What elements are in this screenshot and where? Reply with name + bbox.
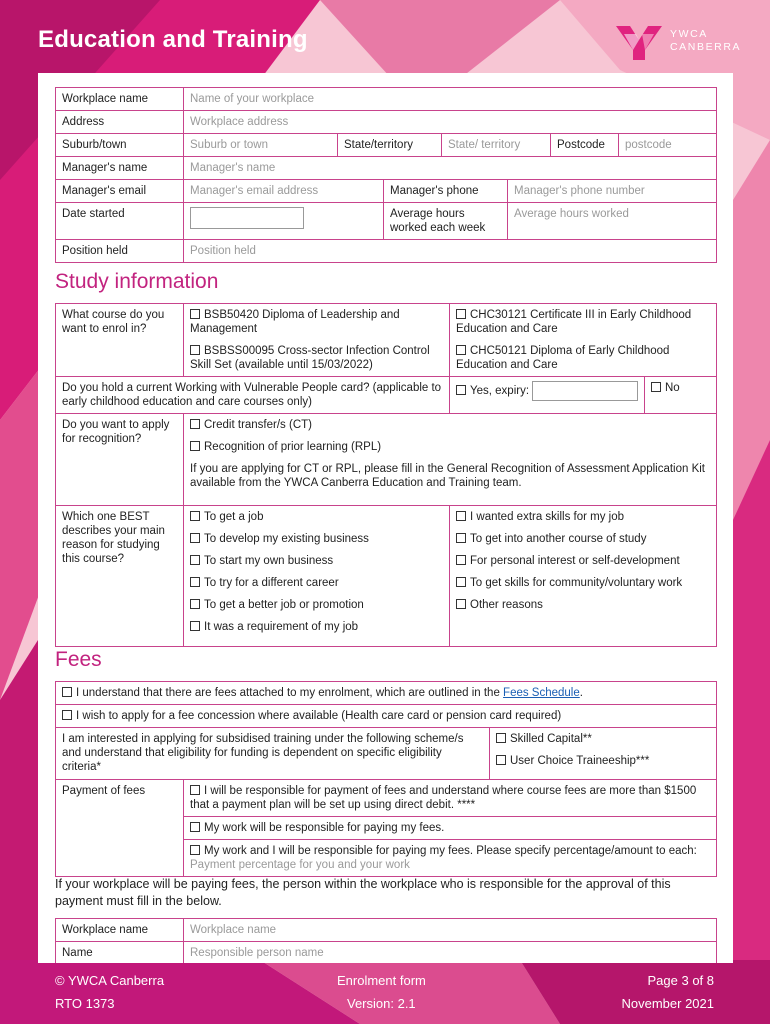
workplace-name-label: Workplace name [56,88,184,111]
address-input[interactable]: Workplace address [184,111,717,134]
checkbox[interactable] [456,385,466,395]
reason-option-right-0[interactable]: I wanted extra skills for my job [456,510,710,524]
address-label: Address [56,111,184,134]
checkbox[interactable] [496,755,506,765]
checkbox[interactable] [456,577,466,587]
checkbox[interactable] [190,599,200,609]
page-title: Education and Training [38,26,308,53]
manager-phone-input[interactable]: Manager's phone number [508,180,717,203]
study-table [55,303,717,647]
fees-table [55,681,717,877]
checkbox[interactable] [190,785,200,795]
reason-option-left-4[interactable]: To get a better job or promotion [190,598,443,612]
payment-option-work[interactable]: My work will be responsible for paying my fees. [184,817,717,840]
checkbox[interactable] [190,577,200,587]
subsidy-question: I am interested in applying for subsidised training under the following scheme/s and understand that eligibility for funding is dependent on specific eligibility criteria* [56,728,490,780]
fees-schedule-link[interactable]: Fees Schedule [503,687,580,699]
checkbox[interactable] [190,419,200,429]
logo-text-line1: YWCA [670,28,708,40]
checkbox[interactable] [456,345,466,355]
manager-name-input[interactable]: Manager's name [184,157,717,180]
footer-copyright: © YWCA Canberra [55,973,165,988]
responsible-name-label: Name [56,942,184,964]
manager-email-input[interactable]: Manager's email address [184,180,384,203]
approval-workplace-name-label: Workplace name [56,919,184,942]
avg-hours-label: Average hours worked each week [384,203,508,240]
reason-question: Which one BEST describes your main reason for studying this course? [56,506,184,647]
ywca-logo-icon [614,20,664,64]
checkbox[interactable] [190,511,200,521]
wwvp-no-option[interactable]: No [645,377,717,414]
wwvp-yes-option[interactable]: Yes, expiry: [456,385,529,397]
reason-option-left-3[interactable]: To try for a different career [190,576,443,590]
checkbox[interactable] [496,733,506,743]
checkbox[interactable] [651,382,661,392]
manager-name-label: Manager's name [56,157,184,180]
logo-text-line2: CANBERRA [670,41,742,53]
payment-option-split[interactable]: My work and I will be responsible for paying my fees. Please specify percentage/amount to each: Payment percentage for you and your work [184,840,717,877]
subsidy-skilled-capital[interactable]: Skilled Capital** [496,732,710,746]
course-option-bsb50420[interactable]: BSB50420 Diploma of Leadership and Management [190,309,400,335]
avg-hours-input[interactable]: Average hours worked [508,203,717,240]
workplace-table [55,87,717,263]
checkbox[interactable] [190,441,200,451]
recognition-question: Do you want to apply for recognition? [56,414,184,506]
wwvp-question: Do you hold a current Working with Vulnerable People card? (applicable to early childhood education and care courses only) [56,377,450,414]
postcode-input[interactable]: postcode [619,134,717,157]
manager-phone-label: Manager's phone [384,180,508,203]
course-option-bsbss00095[interactable]: BSBSS00095 Cross-sector Infection Control Skill Set (available until 15/03/2022) [190,345,430,371]
checkbox[interactable] [190,822,200,832]
checkbox[interactable] [456,599,466,609]
state-label: State/territory [338,134,442,157]
reason-option-left-1[interactable]: To develop my existing business [190,532,443,546]
subsidy-user-choice[interactable]: User Choice Traineeship*** [496,754,710,768]
reason-option-left-5[interactable]: It was a requirement of my job [190,620,443,634]
manager-email-label: Manager's email [56,180,184,203]
checkbox[interactable] [190,309,200,319]
checkbox[interactable] [62,710,72,720]
footer-page-number: Page 3 of 8 [647,973,714,988]
payment-split-input[interactable]: Payment percentage for you and your work [190,859,410,871]
reasons-left-column [184,506,450,647]
date-started-input[interactable] [190,207,304,229]
workplace-name-input[interactable]: Name of your workplace [184,88,717,111]
course-option-chc30121[interactable]: CHC30121 Certificate III in Early Childhood Education and Care [456,309,692,335]
wwvp-expiry-input[interactable] [532,381,638,401]
position-input[interactable]: Position held [184,240,717,263]
footer-version: Version: 2.1 [347,996,416,1011]
checkbox[interactable] [190,621,200,631]
footer-date: November 2021 [621,996,714,1011]
payment-option-self[interactable]: I will be responsible for payment of fees and understand where course fees are more than $1500 that a payment plan will be set up using direct debit. **** [184,780,717,817]
checkbox[interactable] [190,845,200,855]
reason-option-right-2[interactable]: For personal interest or self-development [456,554,710,568]
ywca-logo [614,20,744,64]
recognition-option-rpl[interactable]: Recognition of prior learning (RPL) [190,440,710,454]
reason-option-right-3[interactable]: To get skills for community/voluntary work [456,576,710,590]
responsible-name-input[interactable]: Responsible person name [184,942,717,964]
checkbox[interactable] [62,687,72,697]
footer-document-name: Enrolment form [337,973,426,988]
study-information-heading: Study information [55,270,219,293]
suburb-label: Suburb/town [56,134,184,157]
position-label: Position held [56,240,184,263]
approval-table [55,918,717,963]
form-page [38,73,733,963]
reasons-right-column [450,506,717,647]
recognition-note: If you are applying for CT or RPL, please fill in the General Recognition of Assessment Application Kit available from the YWCA Canberra Education and Training team. [190,463,706,489]
checkbox[interactable] [456,309,466,319]
recognition-option-ct[interactable]: Credit transfer/s (CT) [190,418,710,432]
reason-option-right-1[interactable]: To get into another course of study [456,532,710,546]
state-input[interactable]: State/ territory [442,134,551,157]
checkbox[interactable] [190,345,200,355]
footer-rto: RTO 1373 [55,996,115,1011]
fees-heading: Fees [55,648,102,671]
payment-of-fees-label: Payment of fees [56,780,184,877]
fee-concession-option[interactable]: I wish to apply for a fee concession where available (Health care card or pension card required) [56,705,717,728]
suburb-input[interactable]: Suburb or town [184,134,338,157]
approval-workplace-name-input[interactable]: Workplace name [184,919,717,942]
checkbox[interactable] [190,555,200,565]
approval-note: If your workplace will be paying fees, the person within the workplace who is responsible for the approval of this payment must fill in the below. [55,877,671,908]
reason-option-left-2[interactable]: To start my own business [190,554,443,568]
reason-option-right-4[interactable]: Other reasons [456,598,710,612]
course-option-chc50121[interactable]: CHC50121 Diploma of Early Childhood Education and Care [456,345,670,371]
checkbox[interactable] [456,555,466,565]
checkbox[interactable] [456,533,466,543]
postcode-label: Postcode [551,134,619,157]
checkbox[interactable] [190,533,200,543]
fee-schedule-option[interactable]: I understand that there are fees attached to my enrolment, which are outlined in the Fees Schedule. [56,682,717,705]
date-started-label: Date started [56,203,184,240]
reason-option-left-0[interactable]: To get a job [190,510,443,524]
course-question: What course do you want to enrol in? [56,304,184,377]
checkbox[interactable] [456,511,466,521]
